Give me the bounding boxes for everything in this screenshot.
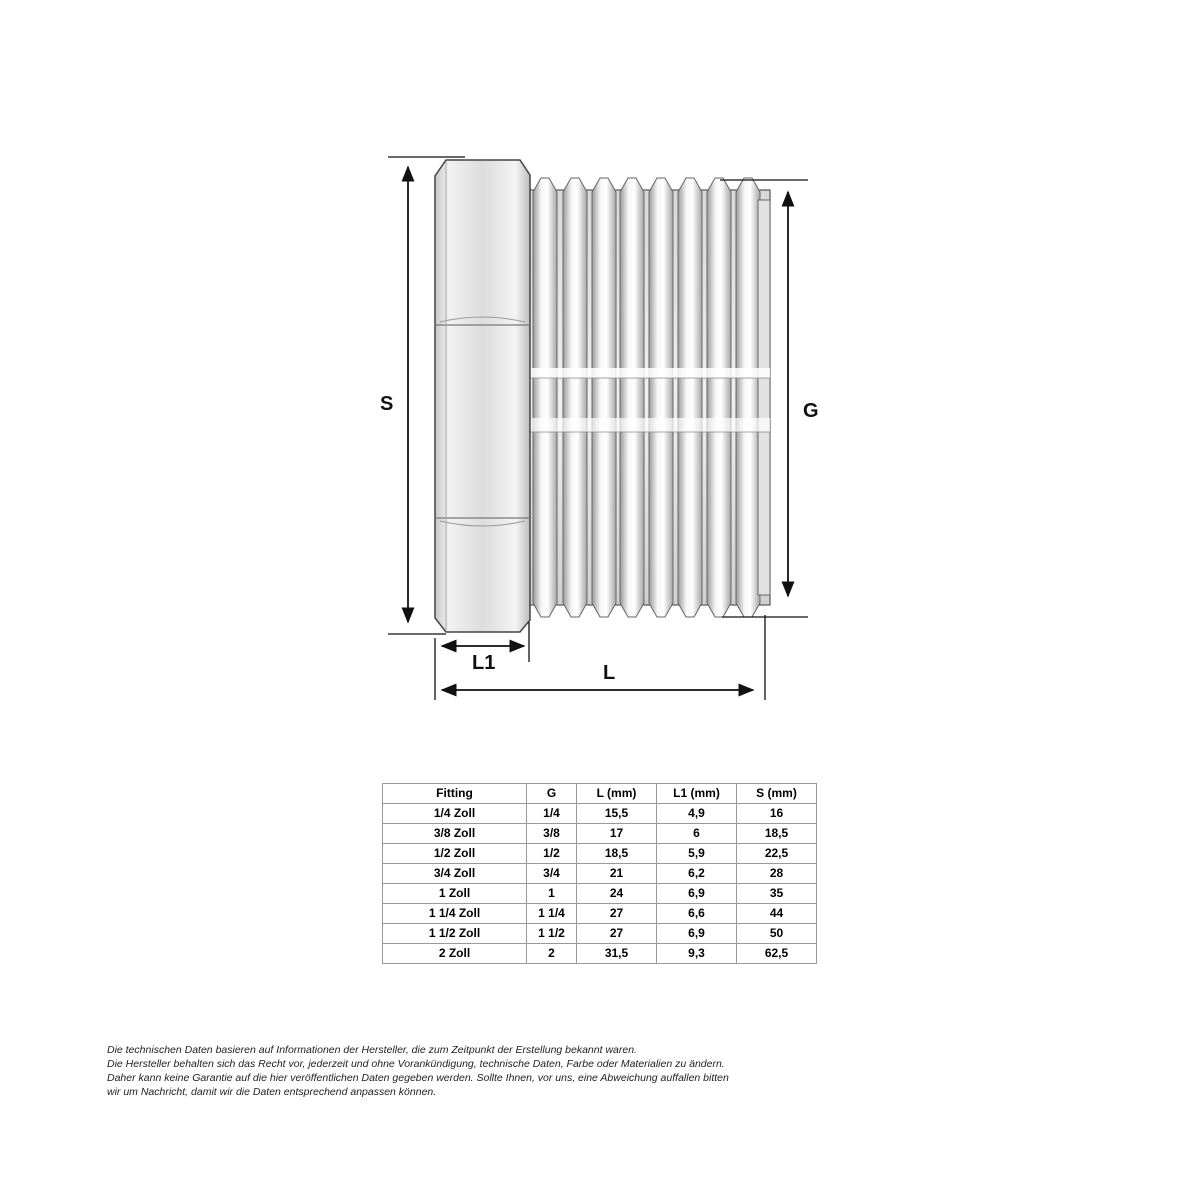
thread-ridge (620, 178, 644, 617)
table-header-row (383, 784, 817, 804)
cell-s: 28 (737, 864, 817, 884)
thread-ridge (678, 178, 702, 617)
dimensions-table (382, 783, 817, 964)
cell-s: 16 (737, 804, 817, 824)
cell-s: 50 (737, 924, 817, 944)
disclaimer-line: Die technischen Daten basieren auf Informationen der Hersteller, die zum Zeitpunkt der Erstellung bekannt waren. (107, 1044, 637, 1056)
thread-ridge (649, 178, 673, 617)
thread-ridge (592, 178, 616, 617)
thread-ridge (707, 178, 731, 617)
cell-l: 18,5 (577, 844, 657, 864)
dimension-label-g: G (803, 400, 819, 422)
cell-l: 21 (577, 864, 657, 884)
cell-s: 35 (737, 884, 817, 904)
cell-fitting: 1/2 Zoll (383, 844, 527, 864)
table-row (383, 904, 817, 924)
thread-ridge (533, 178, 557, 617)
table-row (383, 884, 817, 904)
column-header-l1: L1 (mm) (657, 784, 737, 804)
cell-g: 1/4 (527, 804, 577, 824)
column-header-l: L (mm) (577, 784, 657, 804)
cell-l1: 5,9 (657, 844, 737, 864)
cell-l: 15,5 (577, 804, 657, 824)
dimension-label-l: L (603, 662, 616, 684)
table-row (383, 944, 817, 964)
cell-s: 18,5 (737, 824, 817, 844)
table-row (383, 924, 817, 944)
cell-g: 1 (527, 884, 577, 904)
cell-g: 1/2 (527, 844, 577, 864)
disclaimer-line: Daher kann keine Garantie auf die hier veröffentlichen Daten gegeben werden. Sollte Ihnen, vor uns, eine Abweichung auffallen bitten (107, 1072, 729, 1084)
cell-l1: 6,2 (657, 864, 737, 884)
cell-fitting: 2 Zoll (383, 944, 527, 964)
cell-s: 62,5 (737, 944, 817, 964)
cell-l: 17 (577, 824, 657, 844)
cell-g: 1 1/2 (527, 924, 577, 944)
cell-g: 3/4 (527, 864, 577, 884)
cell-l1: 9,3 (657, 944, 737, 964)
cell-s: 44 (737, 904, 817, 924)
cell-fitting: 3/4 Zoll (383, 864, 527, 884)
column-header-s: S (mm) (737, 784, 817, 804)
table-row (383, 824, 817, 844)
disclaimer-text (107, 1043, 827, 1099)
thread-ridge (563, 178, 587, 617)
cell-l1: 4,9 (657, 804, 737, 824)
thread-ridge (736, 178, 760, 617)
cell-g: 1 1/4 (527, 904, 577, 924)
thread-body (520, 178, 770, 617)
dimension-label-s: S (380, 393, 394, 415)
cell-l: 27 (577, 904, 657, 924)
table-row (383, 864, 817, 884)
column-header-g: G (527, 784, 577, 804)
cell-l1: 6,6 (657, 904, 737, 924)
cell-l: 24 (577, 884, 657, 904)
cell-fitting: 3/8 Zoll (383, 824, 527, 844)
cell-l1: 6 (657, 824, 737, 844)
cell-s: 22,5 (737, 844, 817, 864)
cell-fitting: 1 1/4 Zoll (383, 904, 527, 924)
dimension-label-l1: L1 (472, 652, 496, 674)
table-row (383, 804, 817, 824)
cell-l1: 6,9 (657, 884, 737, 904)
cell-g: 2 (527, 944, 577, 964)
table-row (383, 844, 817, 864)
cell-fitting: 1 1/2 Zoll (383, 924, 527, 944)
cell-l: 27 (577, 924, 657, 944)
cell-l1: 6,9 (657, 924, 737, 944)
column-header-fitting: Fitting (383, 784, 527, 804)
disclaimer-line: Die Hersteller behalten sich das Recht vor, jederzeit und ohne Vorankündigung, technische Daten, Farbe oder Materialien zu ändern. (107, 1058, 725, 1070)
hex-head (435, 160, 530, 632)
cell-fitting: 1 Zoll (383, 884, 527, 904)
disclaimer-line: wir um Nachricht, damit wir die Daten entsprechend anpassen können. (107, 1086, 437, 1098)
thread-end-face (758, 200, 770, 595)
cell-fitting: 1/4 Zoll (383, 804, 527, 824)
cell-l: 31,5 (577, 944, 657, 964)
cell-g: 3/8 (527, 824, 577, 844)
